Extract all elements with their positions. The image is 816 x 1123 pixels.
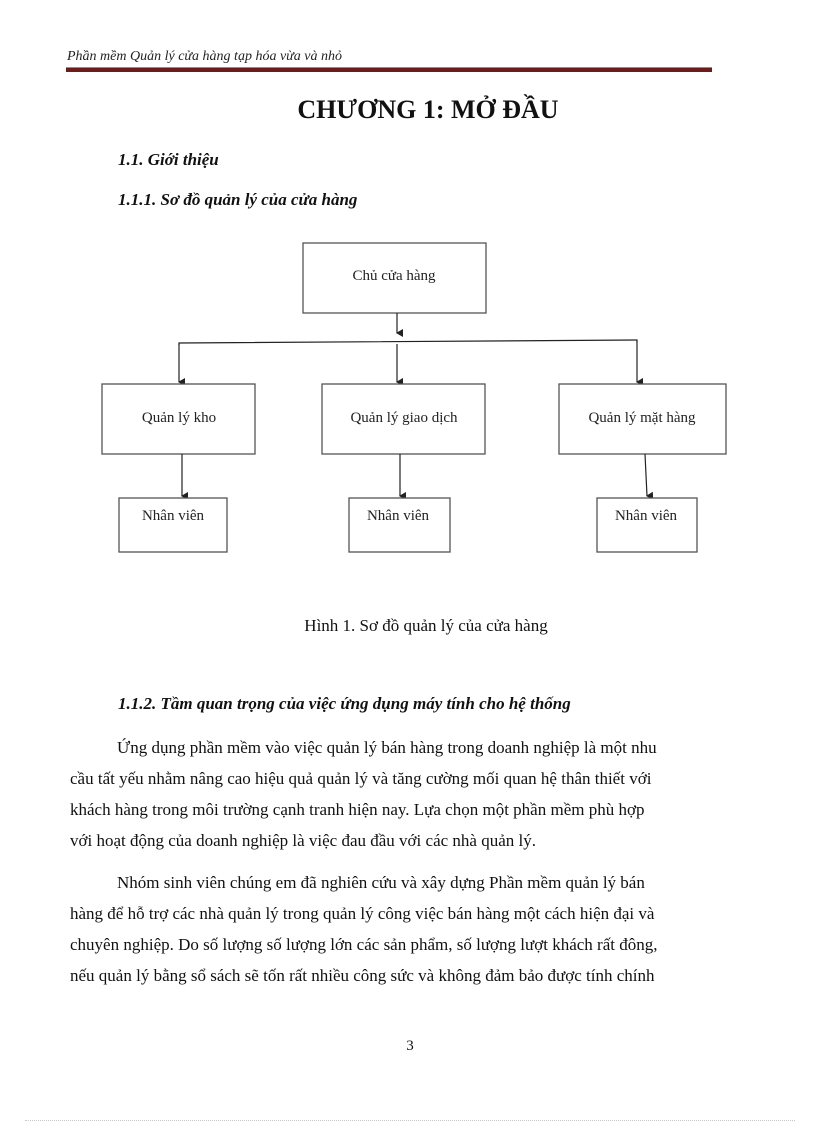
paragraph-line: khách hàng trong môi trường cạnh tranh hiện nay. Lựa chọn một phần mềm phù hợp bbox=[70, 800, 645, 819]
manager-label: Quản lý mặt hàng bbox=[588, 410, 696, 426]
page-number: 3 bbox=[406, 1038, 414, 1054]
connector-to-staff-3 bbox=[645, 454, 647, 496]
staff-node bbox=[597, 498, 697, 552]
manager-node bbox=[102, 384, 255, 454]
chapter-title: CHƯƠNG 1: MỞ ĐẦU bbox=[297, 95, 559, 124]
running-header: Phần mềm Quản lý cửa hàng tạp hóa vừa và nhỏ bbox=[67, 49, 343, 64]
section-heading-1-1-2: 1.1.2. Tầm quan trọng của việc ứng dụng máy tính cho hệ thống bbox=[118, 694, 571, 713]
paragraph-line: Nhóm sinh viên chúng em đã nghiên cứu và xây dựng Phần mềm quản lý bán bbox=[117, 873, 645, 892]
staff-node bbox=[119, 498, 227, 552]
manager-label: Quản lý kho bbox=[141, 410, 217, 426]
figure-caption: Hình 1. Sơ đồ quản lý của cửa hàng bbox=[304, 616, 548, 635]
staff-node bbox=[349, 498, 450, 552]
section-heading-1-1: 1.1. Giới thiệu bbox=[118, 150, 219, 169]
paragraph bbox=[70, 867, 730, 991]
manager-node bbox=[559, 384, 726, 454]
page-boundary bbox=[25, 1120, 795, 1121]
paragraph-line: cầu tất yếu nhằm nâng cao hiệu quả quản lý và tăng cường mối quan hệ thân thiết với bbox=[70, 769, 652, 788]
section-heading-1-1-1: 1.1.1. Sơ đồ quản lý của cửa hàng bbox=[118, 190, 358, 209]
root-label: Chủ cửa hàng bbox=[352, 268, 436, 284]
staff-label: Nhân viên bbox=[366, 508, 430, 524]
paragraph-line: nếu quản lý bằng sổ sách sẽ tốn rất nhiều công sức và không đảm bảo được tính chính bbox=[70, 966, 655, 985]
paragraph-line: Ứng dụng phần mềm vào việc quản lý bán hàng trong doanh nghiệp là một nhu bbox=[117, 738, 657, 757]
paragraph-line: với hoạt động của doanh nghiệp là việc đau đầu với các nhà quản lý. bbox=[70, 831, 536, 850]
manager-label: Quản lý giao dịch bbox=[350, 410, 458, 426]
paragraph-line: chuyên nghiệp. Do số lượng số lượng lớn các sản phẩm, số lượng lượt khách rất đông, bbox=[70, 935, 658, 954]
root-node bbox=[303, 243, 486, 313]
staff-label: Nhân viên bbox=[614, 508, 678, 524]
connector-bus bbox=[179, 340, 637, 345]
paragraph bbox=[70, 732, 730, 856]
staff-label: Nhân viên bbox=[141, 508, 205, 524]
paragraph-line: hàng để hỗ trợ các nhà quản lý trong quản lý công việc bán hàng một cách hiện đại và bbox=[70, 904, 655, 923]
manager-node bbox=[322, 384, 485, 454]
